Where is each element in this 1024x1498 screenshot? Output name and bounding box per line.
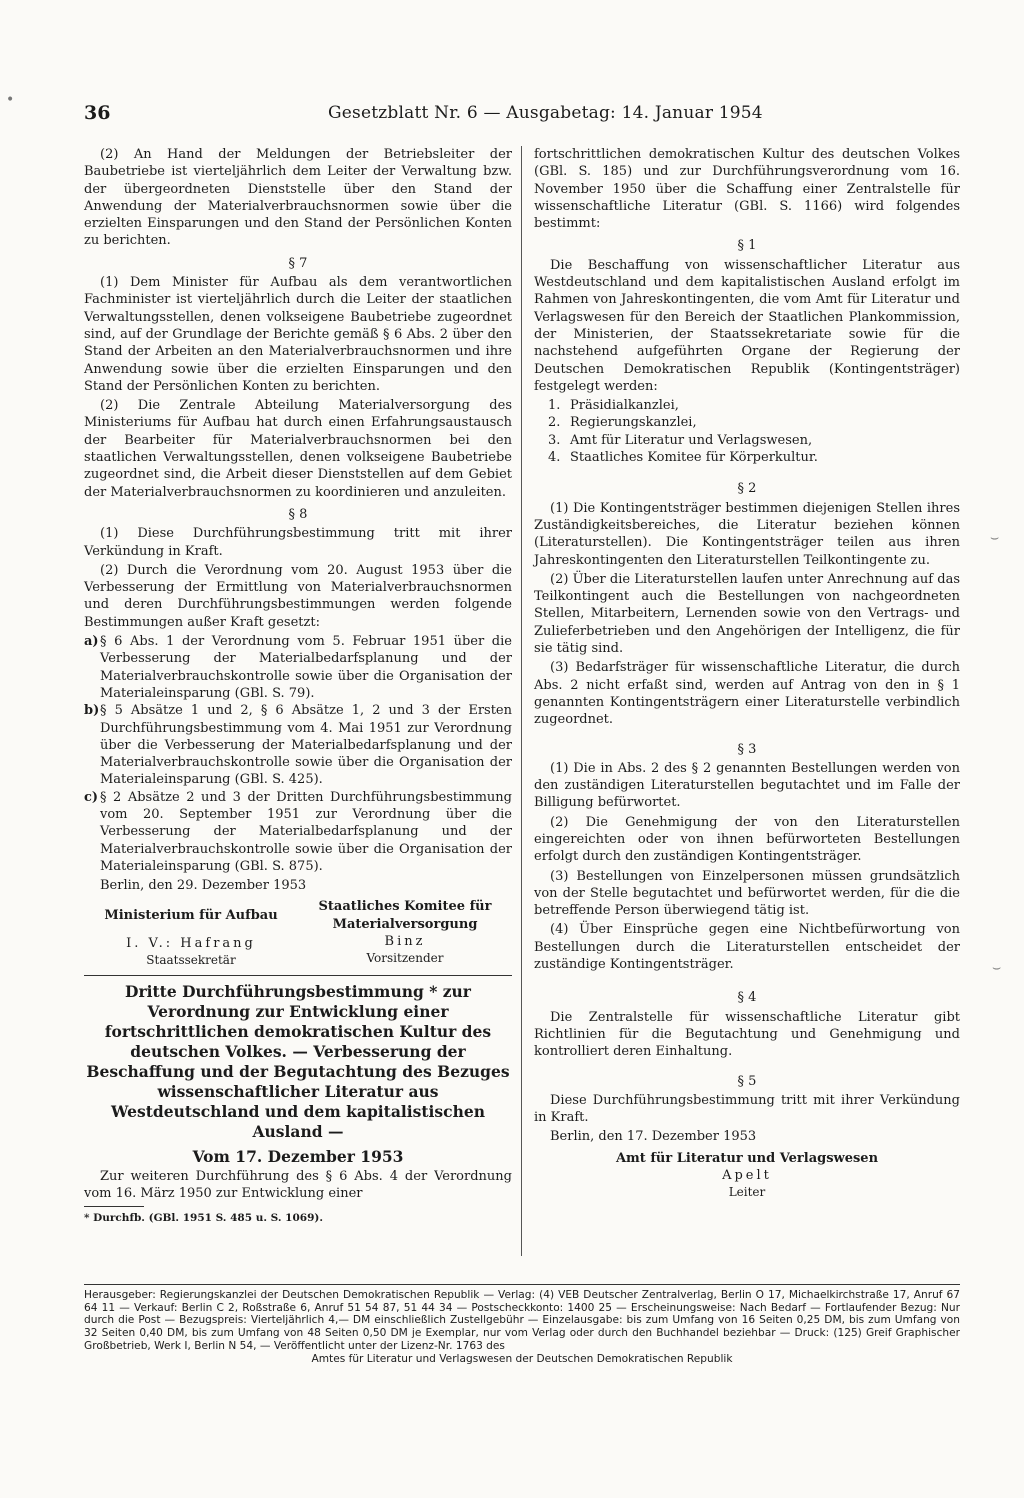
signatory-role: Leiter [728,1185,766,1200]
signatory-name: Binz [384,934,426,950]
list-text: Präsidialkanzlei, [570,398,679,414]
section-heading: § 8 [288,506,308,522]
signatory-organization: Amt für Literatur und Verlagswesen [615,1150,879,1166]
signatory-organization: Ministerium für Aufbau [104,908,278,924]
list-number: 3. [548,432,561,448]
signature-date: Berlin, den 17. Dezember 1953 [550,1129,757,1145]
paragraph: (1) Die Kontingentsträger bestimmen diejenigen Stellen ihres Zuständigkeitsbereiches, die Literatur beziehen können (Literaturstellen). Die Kontingentsträger teilen aus ihren Jahreskontingenten den Literaturstellen Teilkontingente zu. [534,500,960,568]
paragraph: (1) Die in Abs. 2 des § 2 genannten Bestellungen werden von den zuständigen Literaturstellen begutachtet und im Falle der Billigung befürwortet. [534,760,960,811]
scan-mark: ⌣ [992,960,1002,976]
list-item [534,414,960,431]
section-heading: § 5 [737,1073,757,1089]
list-marker: a) [84,634,99,650]
list-number: 1. [548,398,561,414]
list-item [84,702,512,788]
contingent-holders-list [534,397,960,466]
paragraph: Diese Durchführungsbestimmung tritt mit ihrer Verkündung in Kraft. [534,1092,960,1126]
section-heading: § 2 [737,481,757,497]
running-head: Gesetzblatt Nr. 6 — Ausgabetag: 14. Januar 1954 [328,103,763,123]
list-item [84,633,512,702]
publisher-imprint [84,1284,960,1365]
list-marker: c) [84,789,99,805]
signature-date: Berlin, den 29. Dezember 1953 [100,878,307,894]
signatory-role: Staatssekretär [146,953,236,968]
footnote: * Durchfb. (GBl. 1951 S. 485 u. S. 1069). [84,1212,324,1225]
imprint-text: Herausgeber: Regierungskanzlei der Deutschen Demokratischen Republik — Verlag: (4) VEB Deutscher Zentralverlag, Berlin O 17, Michaelkirchstraße 17, Anruf 67 64 11 — Verkauf: Berlin C 2, Roßstraße 6, Anruf 51 54 87, 51 44 34 — Postscheckkonto: 1400 25 — Erscheinungsweise: Nach Bedarf — Fortlaufender Bezug: Nur durch die Post — Bezugspreis: Vierteljährlich 4,— DM einschließlich Zustellgebühr — Einzelausgabe: bis zum Umfang von 16 Seiten 0,25 DM, bis zum Umfang von 32 Seiten 0,40 DM, bis zum Umfang von 48 Seiten 0,50 DM je Exemplar, nur vom Verlag oder durch den Buchhandel beziehbar — Druck: (125) Greif Graphischer Großbetrieb, Werk I, Berlin N 54, — Veröffentlicht unter der Lizenz-Nr. 1763 des [84,1289,960,1352]
list-item [534,397,960,414]
signature-right [298,898,512,969]
list-number: 2. [548,415,561,431]
paragraph: Die Zentralstelle für wissenschaftliche Literatur gibt Richtlinien für die Begutachtung und Genehmigung und kontrolliert deren Einhaltung. [534,1009,960,1060]
list-text: § 6 Abs. 1 der Verordnung vom 5. Februar 1951 über die Verbesserung der Materialbedarfsplanung und der Materialverbrauchskontrolle sowie über die Organisation der Materialeinsparung (GBl. S. 79). [100,634,512,701]
list-text: Amt für Literatur und Verlagswesen, [570,432,813,448]
imprint-text-last: Amtes für Literatur und Verlagswesen der Deutschen Demokratischen Republik [311,1352,733,1365]
paragraph: Die Beschaffung von wissenschaftlicher Literatur aus Westdeutschland und dem kapitalistischen Ausland erfolgt im Rahmen von Jahreskontingenten, die vom Amt für Literatur und Verlagswesen für den Bereich der Staatlichen Plankommission, der Ministerien, der Staatssekretariate sowie für die nachstehend aufgeführten Organe der Regierung der Deutschen Demokratischen Republik (Kontingentsträger) festgelegt werden: [534,257,960,394]
section-heading: § 1 [737,238,757,254]
section-rule [84,975,512,976]
paragraph: (1) Diese Durchführungsbestimmung tritt mit ihrer Verkündung in Kraft. [84,526,512,559]
paragraph: (2) Durch die Verordnung vom 20. August 1953 über die Verbesserung der Ermittlung von Materialverbrauchsnormen und deren Durchführungsbestimmungen werden folgende Bestimmungen außer Kraft gesetzt: [84,562,512,630]
paragraph: (2) Die Genehmigung der von den Literaturstellen eingereichten oder von ihnen befürworteten Bestellungen erfolgt durch den zuständigen Kontingentsträger. [534,814,960,865]
section-heading: § 3 [737,741,757,757]
section-heading: § 7 [288,255,308,271]
page-number: 36 [84,102,111,124]
paragraph: (2) Über die Literaturstellen laufen unter Anrechnung auf das Teilkontingent auch die Bestellungen von nachgeordneten Stellen, Mitarbeitern, Lernenden sowie von den Vertrags- und Zulieferbetrieben und den Angehörigen der Intelligenz, die für sie tätig sind. [534,571,960,657]
scan-mark: ⌣ [990,530,1000,546]
paragraph: (4) Über Einsprüche gegen eine Nichtbefürwortung von Bestellungen durch die Literaturstellen entscheidet der zuständige Kontingentsträger. [534,922,960,973]
decree-date: Vom 17. Dezember 1953 [192,1147,404,1167]
paragraph: Zur weiteren Durchführung des § 6 Abs. 4 der Verordnung vom 16. März 1950 zur Entwicklung einer [84,1168,512,1201]
signature-block [534,1150,960,1202]
signature-block [84,898,512,969]
list-text: § 2 Absätze 2 und 3 der Dritten Durchführungsbestimmung vom 20. September 1951 zur Verordnung über die Verbesserung der Materialbedarfsplanung und der Materialverbrauchskontrolle sowie über die Organisation der Materialeinsparung (GBl. S. 875). [100,789,512,874]
signatory-name: Apelt [722,1168,772,1184]
paragraph: fortschrittlichen demokratischen Kultur des deutschen Volkes (GBl. S. 185) und zur Durchführungsverordnung vom 16. November 1950 über die Schaffung einer Zentralstelle für wissenschaftliche Literatur (GBl. S. 1166) wird folgendes bestimmt: [534,147,960,232]
list-item [84,789,512,875]
page-header [84,102,764,128]
list-item [534,449,960,466]
signatory-role: Vorsitzender [366,951,444,966]
list-marker: b) [84,703,100,719]
repealed-provisions-list [84,633,512,875]
paragraph: (1) Dem Minister für Aufbau als dem verantwortlichen Fachminister ist vierteljährlich durch die Leiter der staatlichen Verwaltungsstellen, denen volkseigene Baubetriebe zugeordnet sind, auf der Grundlage der Berichte gemäß § 6 Abs. 2 über den Stand der Arbeiten an den Materialverbrauchsnormen und ihre Anwendung sowie über die erzielten Einsparungen und den Stand der Persönlichen Konten zu berichten. [84,275,512,394]
paragraph: (2) An Hand der Meldungen der Betriebsleiter der Baubetriebe ist vierteljährlich dem Leiter der Verwaltung bzw. der übergeordneten Dienststelle über den Stand der Anwendung der Materialverbrauchsnormen sowie über die erzielten Einsparungen und den Stand der Persönlichen Konten zu berichten. [84,147,512,249]
left-column [84,146,512,1228]
right-column [534,146,960,1202]
paragraph: (3) Bestellungen von Einzelpersonen müssen grundsätzlich von der Stelle begutachtet und befürwortet werden, für die die betreffende Person überwiegend tätig ist. [534,868,960,919]
footnote-rule [84,1206,144,1207]
list-number: 4. [548,450,561,466]
scan-mark: • [6,92,15,108]
list-text: § 5 Absätze 1 und 2, § 6 Absätze 1, 2 und 3 der Ersten Durchführungsbestimmung vom 4. Mai 1951 zur Verordnung über die Verbesserung der Materialbedarfsplanung und der Materialverbrauchskontrolle sowie über die Organisation der Materialeinsparung (GBl. S. 425). [100,703,512,788]
list-item [534,432,960,449]
signatory-organization: Staatliches Komitee für Materialversorgung [318,899,492,932]
column-divider [521,146,522,1256]
list-text: Staatliches Komitee für Körperkultur. [570,450,818,466]
decree-title: Dritte Durchführungsbestimmung * zur Verordnung zur Entwicklung einer fortschrittlichen demokratischen Kultur des deutschen Volkes. — Verbesserung der Beschaffung und der Begutachtung des Bezuges wissenschaftlicher Literatur aus Westdeutschland und dem kapitalistischen Ausland — [86,982,510,1142]
signatory-name: I. V.: Hafrang [126,935,256,951]
paragraph: (2) Die Zentrale Abteilung Materialversorgung des Ministeriums für Aufbau hat durch einen Erfahrungsaustausch der Bearbeiter für Materialverbrauchsnormen bei den staatlichen Verwaltungsstellen, denen volkseigene Baubetriebe zugeordnet sind, die Arbeit dieser Dienststellen auf dem Gebiet der Materialverbrauchsnormen zu koordinieren und anzuleiten. [84,398,512,500]
signature-left [84,898,298,969]
section-heading: § 4 [737,990,757,1006]
paragraph: (3) Bedarfsträger für wissenschaftliche Literatur, die durch Abs. 2 nicht erfaßt sind, werden auf Antrag von den in § 1 genannten Kontingentsträgern einer Literaturstelle verbindlich zugeordnet. [534,660,960,728]
list-text: Regierungskanzlei, [570,415,697,431]
